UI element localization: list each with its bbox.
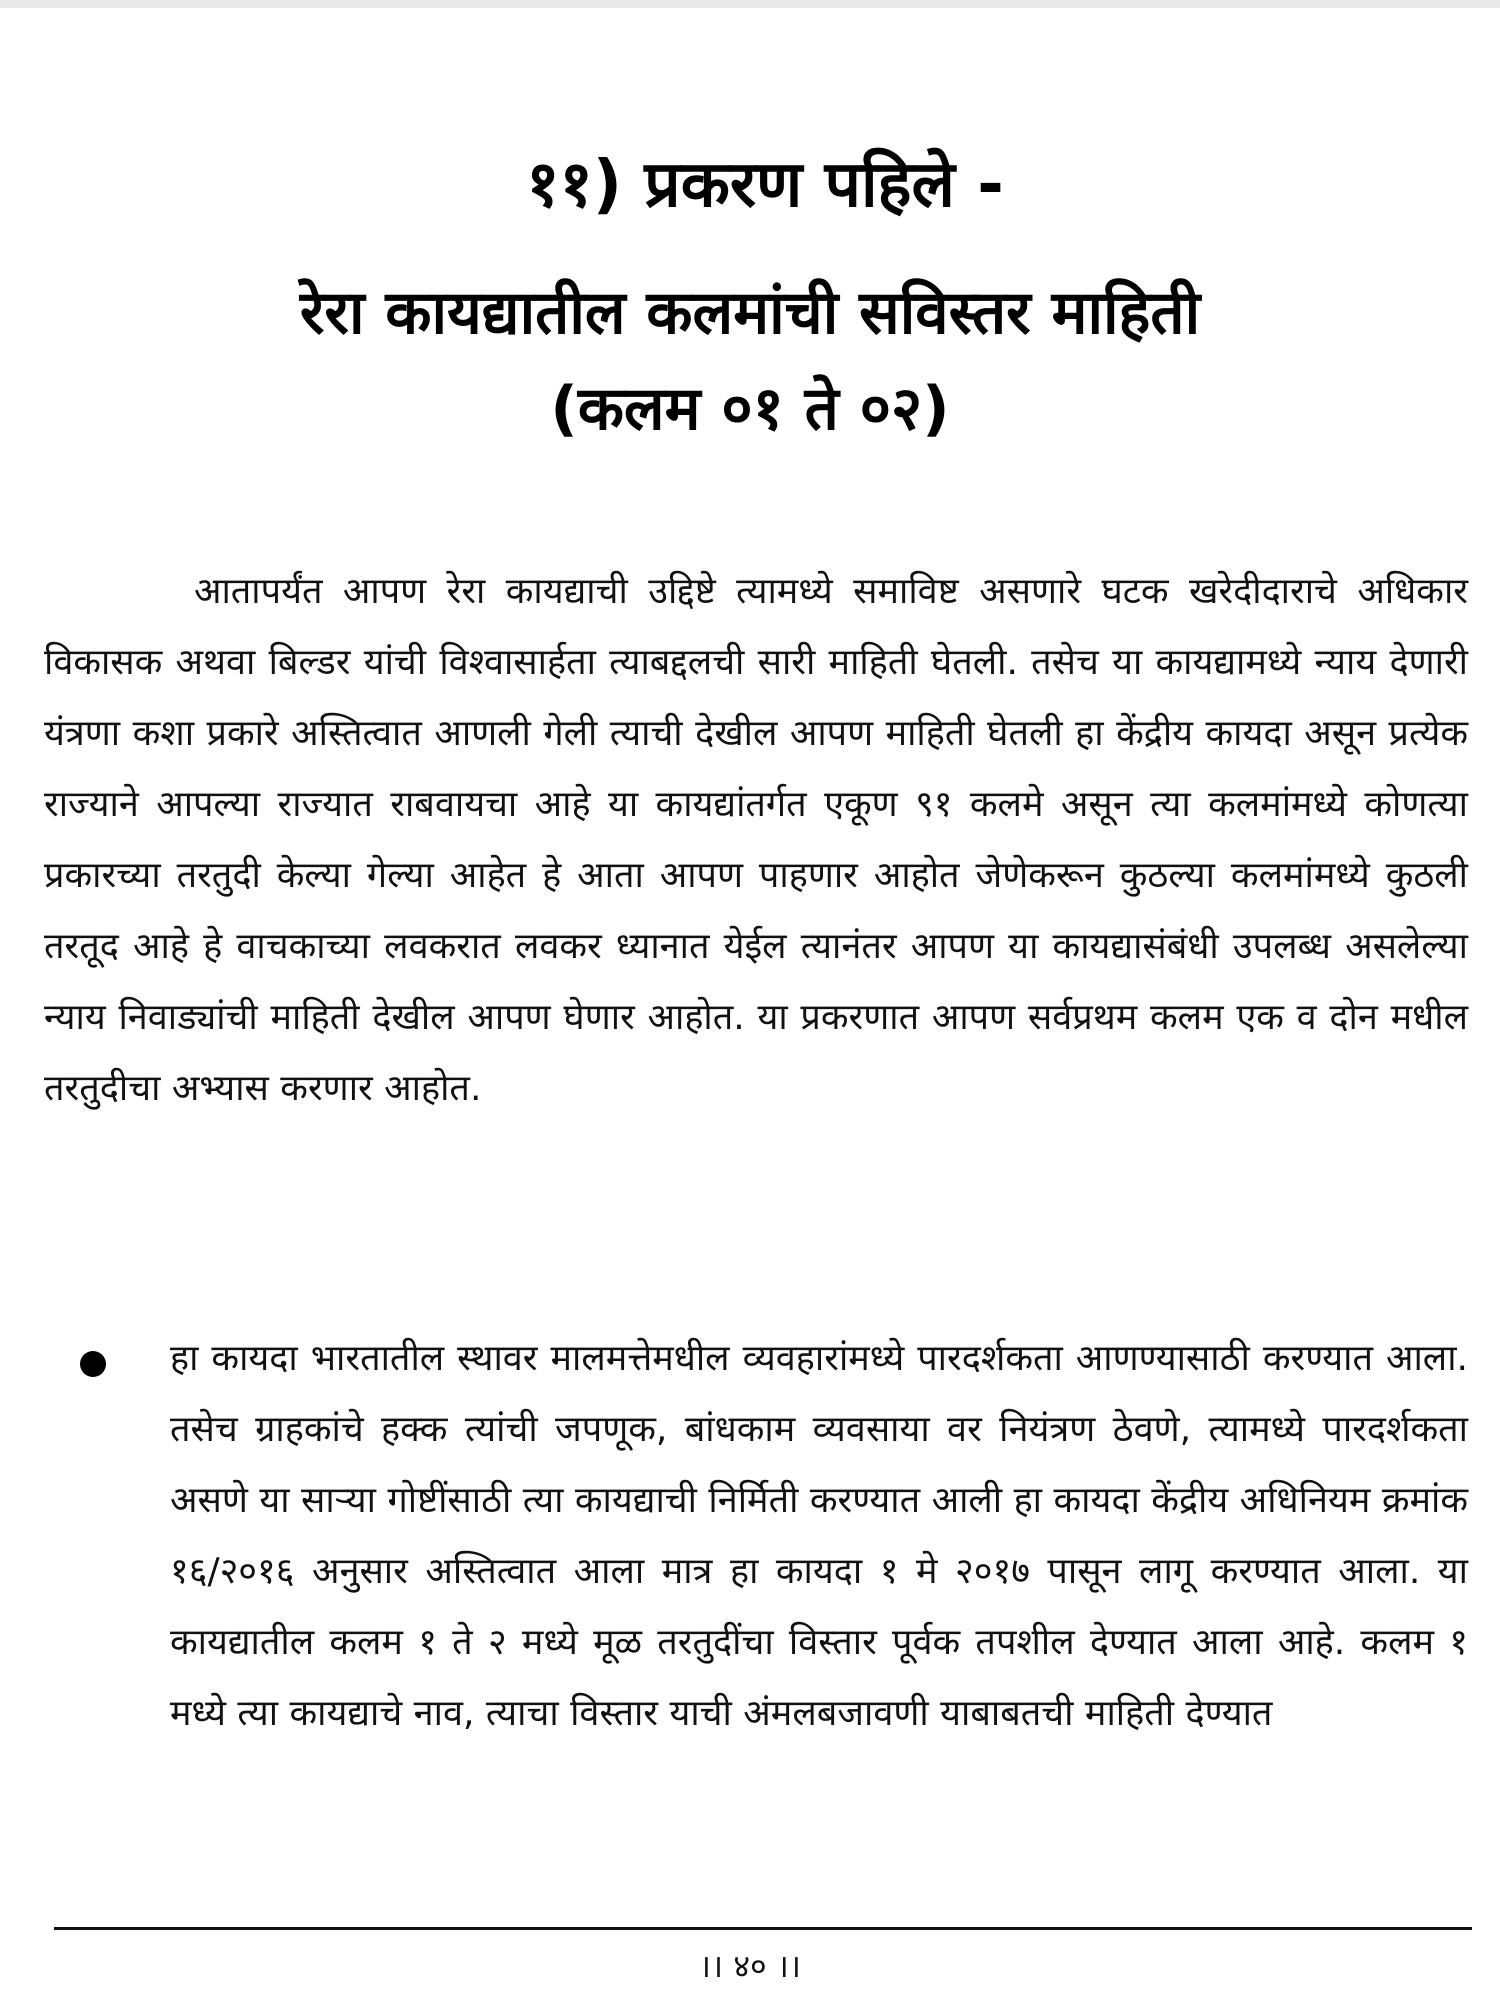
page-number: ।। ४० ।। [698,1947,802,1985]
intro-paragraph: आतापर्यंत आपण रेरा कायद्याची उद्दिष्टे त्यामध्ये समाविष्ट असणारे घटक खरेदीदाराचे अधिकार विकासक अथवा बिल्डर यांची विश्वासार्हता त्याबद्दलची सारी माहिती घेतली. तसेच या कायद्यामध्ये न्याय देणारी यंत्रणा कशा प्रकारे अस्तित्वात आणली गेली त्याची देखील आपण माहिती घेतली हा केंद्रीय कायदा असून प्रत्येक राज्याने आपल्या राज्यात राबवायचा आहे या कायद्यांतर्गत एकूण ९१ कलमे असून त्या कलमांमध्ये कोणत्या प्रकारच्या तरतुदी केल्या गेल्या आहेत हे आता आपण पाहणार आहोत जेणेकरून कुठल्या कलमांमध्ये कुठली तरतूद आहे हे वाचकाच्या लवकरात लवकर ध्यानात येईल त्यानंतर आपण या कायद्यासंबंधी उपलब्ध असलेल्या न्याय निवाड्यांची माहिती देखील आपण घेणार आहोत. या प्रकरणात आपण सर्वप्रथम कलम एक व दोन मधील तरतुदीचा अभ्यास करणार आहोत. [44,571,1468,1109]
bullet-text: हा कायदा भारतातील स्थावर मालमत्तेमधील व्यवहारांमध्ये पारदर्शकता आणण्यासाठी करण्यात आला. तसेच ग्राहकांचे हक्क त्यांची जपणूक, बांधकाम व्यवसाया वर नियंत्रण ठेवणे, त्यामध्ये पारदर्शकता असणे या साऱ्या गोष्टींसाठी त्या कायद्याची निर्मिती करण्यात आली हा कायदा केंद्रीय अधिनियम क्रमांक १६/२०१६ अनुसार अस्तित्वात आला मात्र हा कायदा १ मे २०१७ पासून लागू करण्यात आला. या कायद्यातील कलम १ ते २ मध्ये मूळ तरतुदींचा विस्तार पूर्वक तपशील देण्यात आला आहे. कलम १ मध्ये त्या कायद्याचे नाव, त्याचा विस्तार याची अंमलबजावणी याबाबतची माहिती देण्यात [170,1338,1468,1734]
bullet-point-icon [80,1351,106,1377]
chapter-heading: ११) प्रकरण पहिले - [526,148,1004,222]
chapter-subtitle: रेरा कायद्यातील कलमांची सविस्तर माहिती [299,278,1201,348]
section-range: (कलम ०१ ते ०२) [550,374,950,444]
footer-divider [54,1927,1472,1930]
